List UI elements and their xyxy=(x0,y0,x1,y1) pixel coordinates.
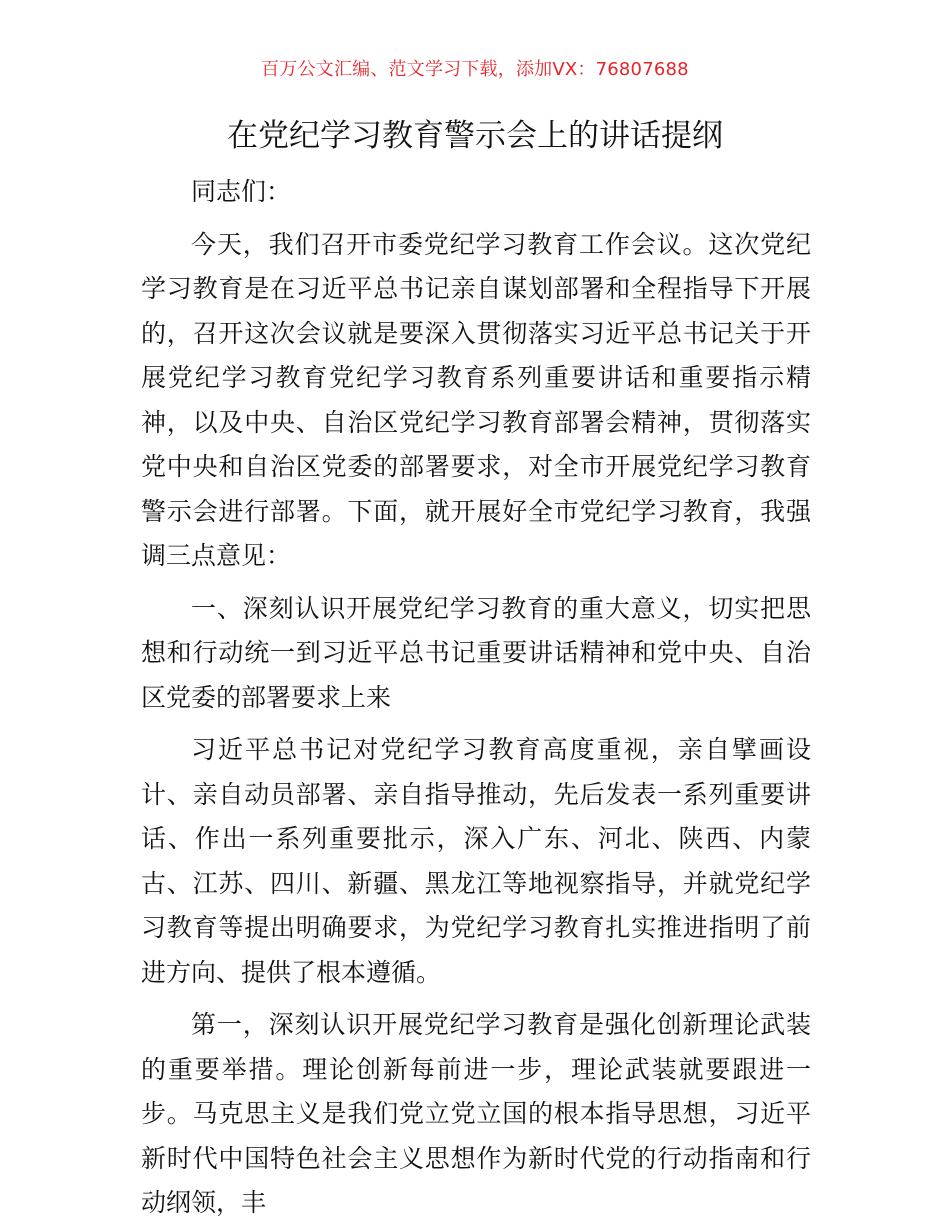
header-watermark-note: 百万公文汇编、范文学习下载，添加VX：76807688 xyxy=(261,59,689,80)
paragraph-intro: 今天，我们召开市委党纪学习教育工作会议。这次党纪学习教育是在习近平总书记亲自谋划部署和全程指导下开展的，召开这次会议就是要深入贯彻落实习近平总书记关于开展党纪学习教育党纪学习教育系列重要讲话和重要指示精神，以及中央、自治区党纪学习教育部署会精神，贯彻落实党中央和自治区党委的部署要求，对全市开展党纪学习教育警示会进行部署。下面，就开展好全市党纪学习教育，我强调三点意见： xyxy=(141,229,811,570)
paragraph-section-heading-1: 一、深刻认识开展党纪学习教育的重大意义，切实把思想和行动统一到习近平总书记重要讲话精神和党中央、自治区党委的部署要求上来 xyxy=(141,593,811,712)
paragraph-background: 习近平总书记对党纪学习教育高度重视，亲自擘画设计、亲自动员部署、亲自指导推动，先后发表一系列重要讲话、作出一系列重要批示，深入广东、河北、陕西、内蒙古、江苏、四川、新疆、黑龙江等地视察指导，并就党纪学习教育等提出明确要求，为党纪学习教育扎实推进指明了前进方向、提供了根本遵循。 xyxy=(141,735,811,987)
salutation: 同志们： xyxy=(191,177,292,206)
document-title: 在党纪学习教育警示会上的讲话提纲 xyxy=(227,118,723,154)
document-body xyxy=(141,170,811,1226)
paragraph-point-1: 第一，深刻认识开展党纪学习教育是强化创新理论武装的重要举措。理论创新每前进一步，理论武装就要跟进一步。马克思主义是我们党立党立国的根本指导思想，习近平新时代中国特色社会主义思想作为新时代党的行动指南和行动纲领，丰 xyxy=(141,1010,811,1217)
